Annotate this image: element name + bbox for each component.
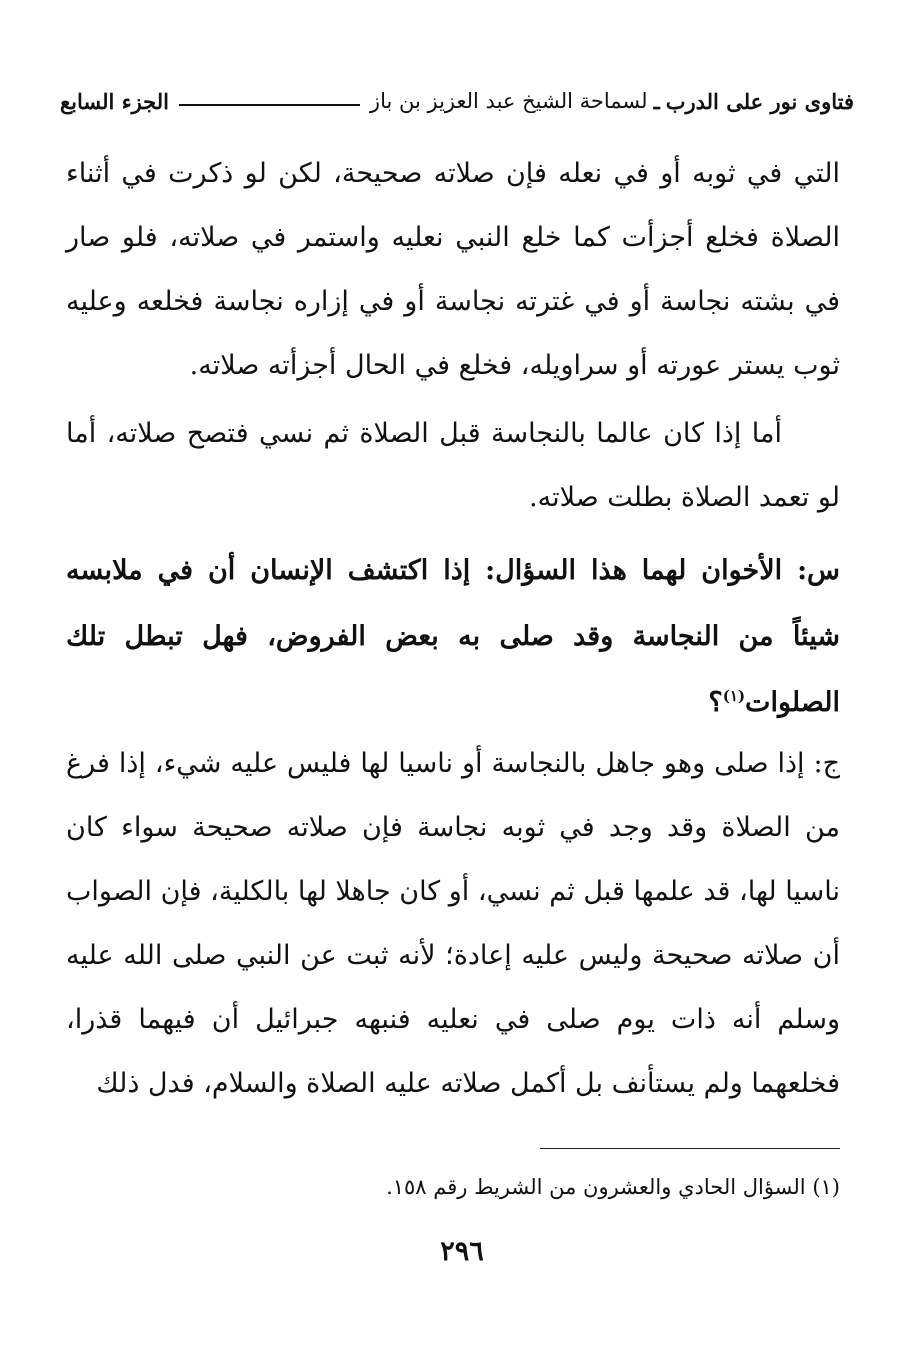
page-number: ٢٩٦ bbox=[440, 1236, 484, 1267]
answer-text: ج: إذا صلى وهو جاهل بالنجاسة أو ناسيا لها فليس عليه شيء، إذا فرغ من الصلاة وقد وجد في ثوبه نجاسة فإن صلاته صحيحة سواء كان ناسيا لها، قد علمها قبل ثم نسي، أو كان جاهلا لها بالكلية، فإن الصواب أن صلاته صحيحة وليس عليه إعادة؛ لأنه ثبت عن النبي صلى الله عليه وسلم أنه ذات يوم صلى في نعليه فنبهه جبرائيل أن فيهما قذرا، فخلعهما ولم يستأنف بل أكمل صلاته عليه الصلاة والسلام، فدل ذلك bbox=[66, 748, 840, 1099]
paragraph-2: أما إذا كان عالما بالنجاسة قبل الصلاة ثم نسي فتصح صلاته، أما لو تعمد الصلاة بطلت صلاته. bbox=[66, 418, 840, 513]
paragraph-continued bbox=[66, 142, 840, 398]
footnote: (١) السؤال الحادي والعشرون من الشريط رقم ١٥٨. bbox=[386, 1175, 840, 1199]
author-line: لسماحة الشيخ عبد العزيز بن باز bbox=[369, 89, 648, 113]
header-rule bbox=[179, 104, 360, 106]
running-header bbox=[60, 84, 854, 118]
paragraph-second bbox=[66, 402, 840, 530]
footnote-divider bbox=[540, 1148, 840, 1149]
question-text bbox=[66, 538, 840, 736]
question-block bbox=[66, 538, 840, 736]
volume-label: الجزء السابع bbox=[60, 88, 169, 114]
answer-block bbox=[66, 732, 840, 1116]
book-title: فتاوى نور على الدرب bbox=[665, 88, 854, 114]
header-dash: ـ bbox=[653, 88, 660, 114]
question-body: س: الأخوان لهما هذا السؤال: إذا اكتشف الإنسان أن في ملابسه شيئاً من النجاسة وقد صلى به بعض الفروض، فهل تبطل تلك الصلوات bbox=[66, 555, 840, 718]
question-mark: ؟ bbox=[708, 687, 723, 718]
footnote-reference: (١) bbox=[722, 687, 746, 705]
paragraph-1: التي في ثوبه أو في نعله فإن صلاته صحيحة، لكن لو ذكرت في أثناء الصلاة فخلع أجزأت كما خلع النبي نعليه واستمر في صلاته، فلو صار في بشته نجاسة أو في غترته نجاسة أو في إزاره نجاسة فخلعه وعليه ثوب يستر عورته أو سراويله، فخلع في الحال أجزأته صلاته. bbox=[66, 158, 840, 381]
